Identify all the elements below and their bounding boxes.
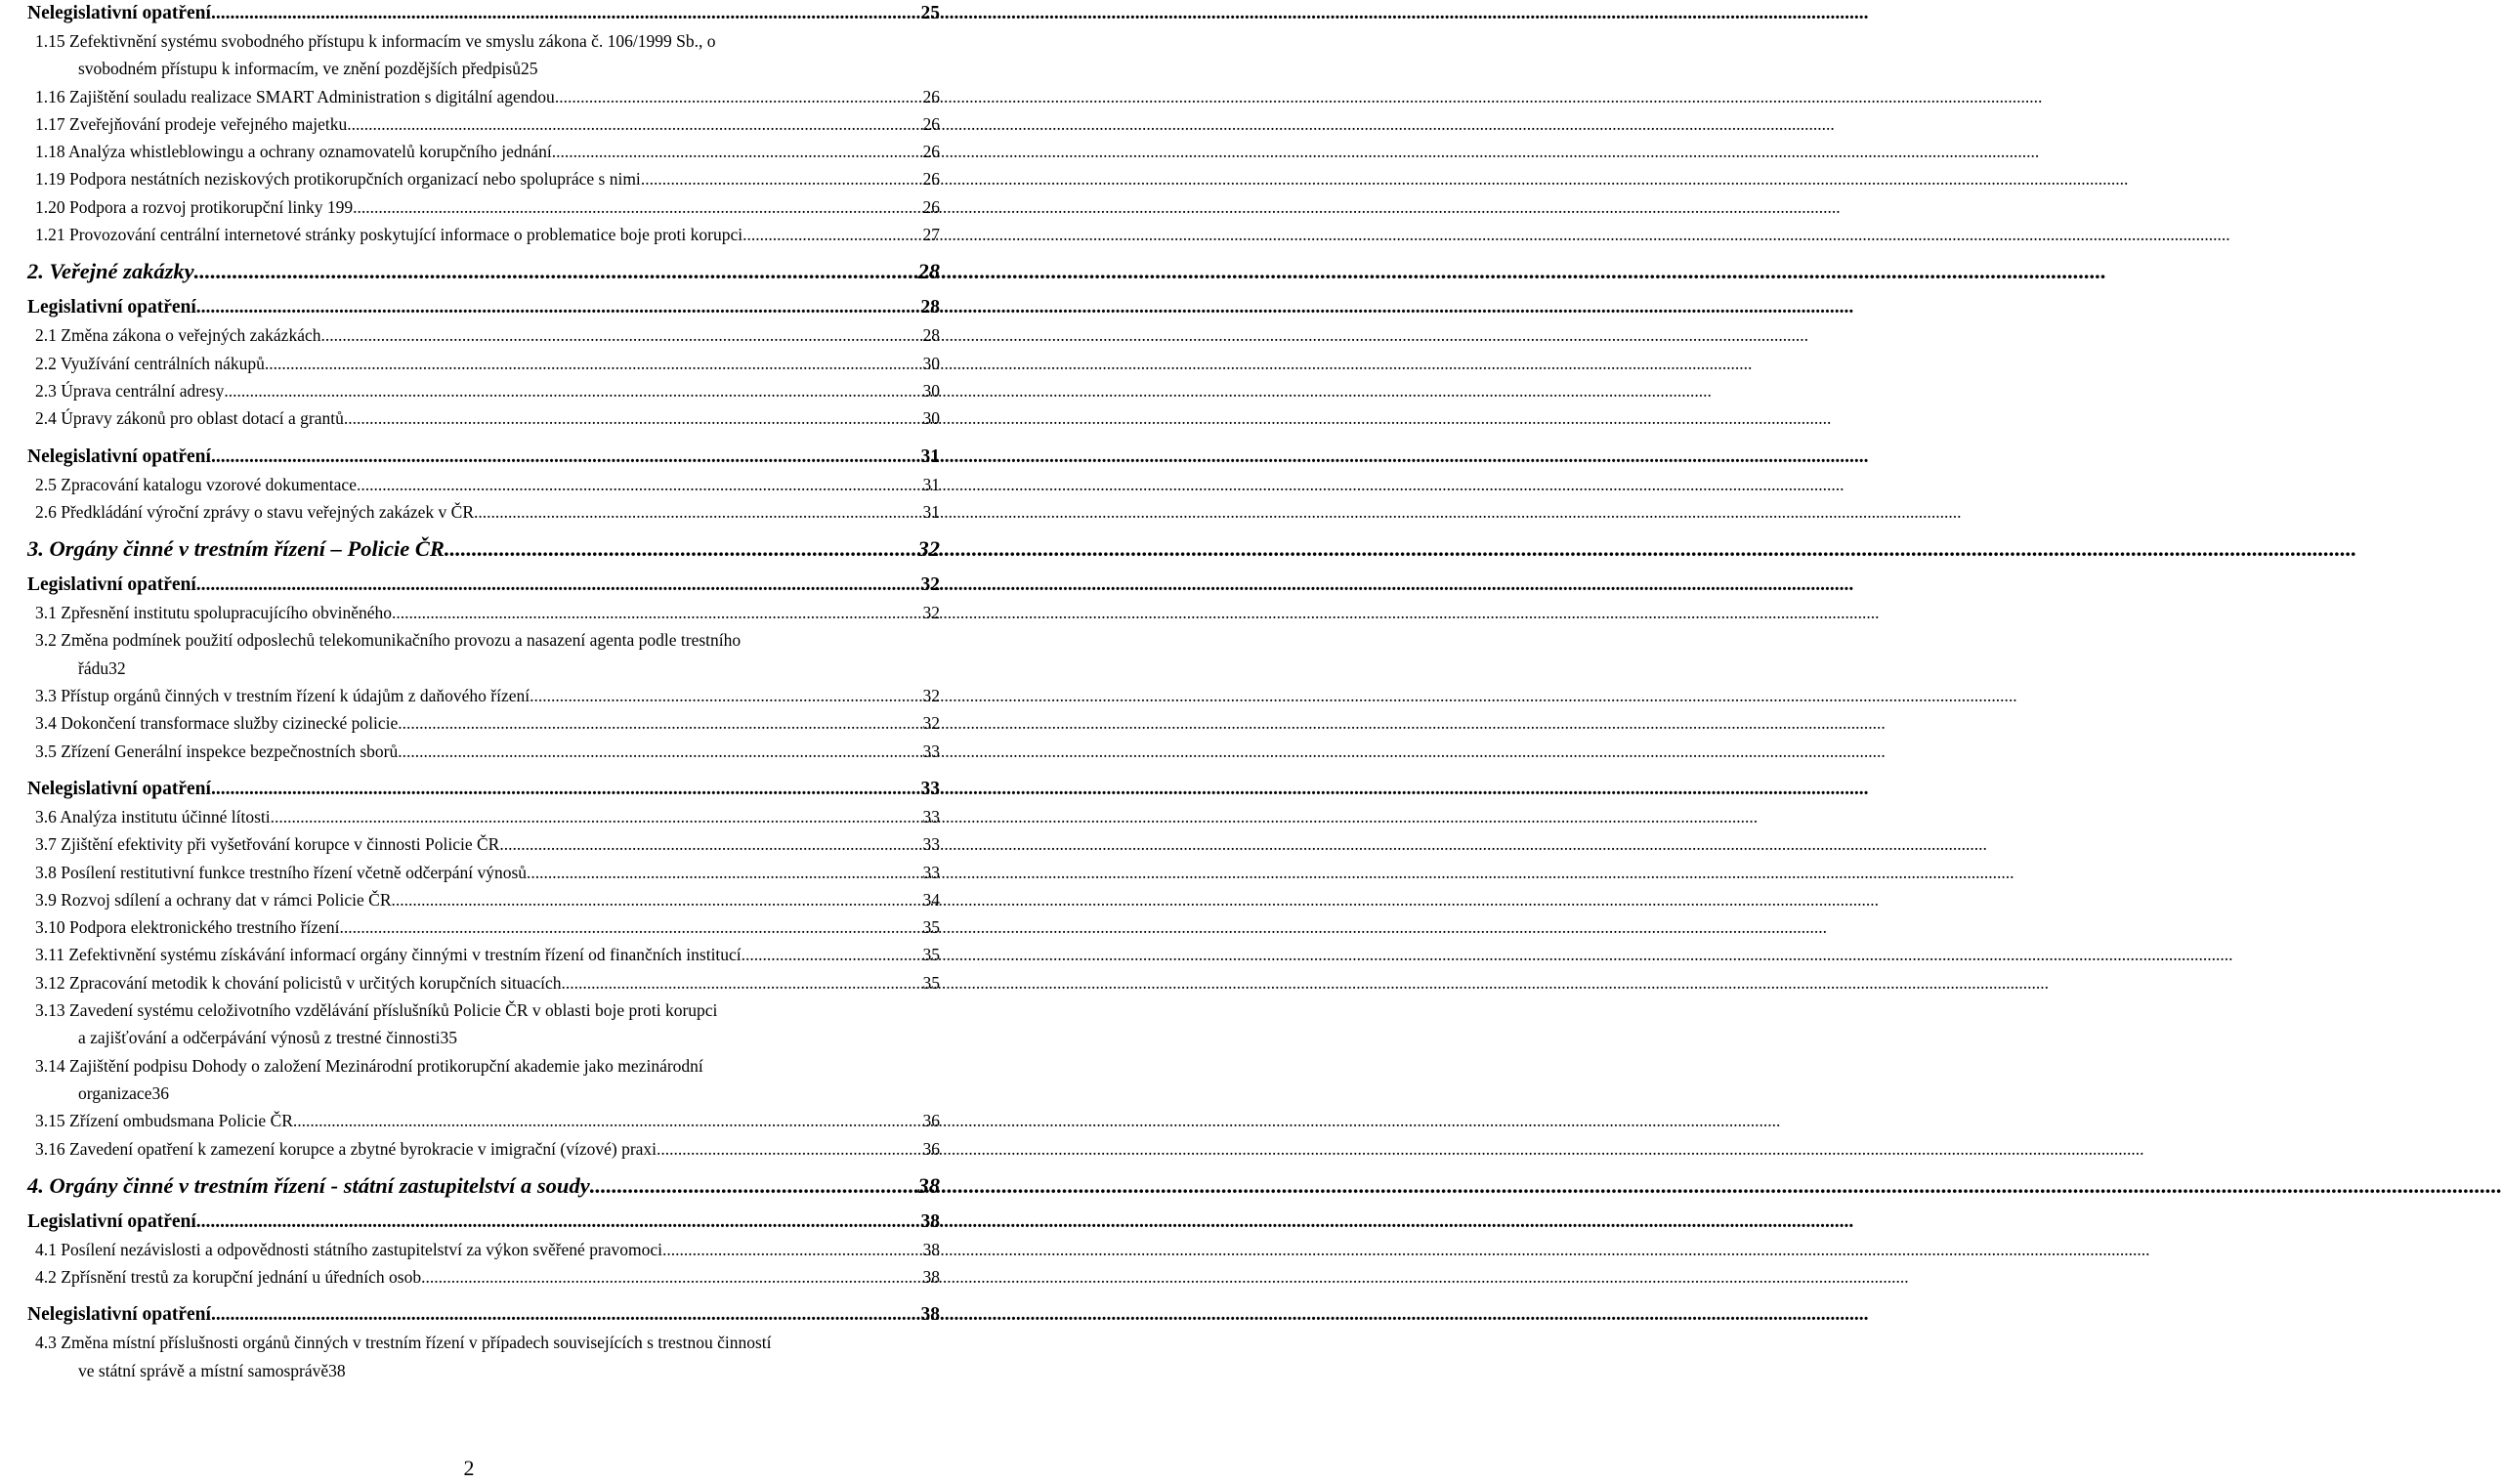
toc-entry-title: 1.21 Provozování centrální internetové stránky poskytující informace o problematice boje proti korupci xyxy=(35,225,743,245)
toc-entry-title: Legislativní opatření xyxy=(27,574,196,596)
toc-entry[interactable] xyxy=(27,682,940,709)
dot-leader xyxy=(657,1135,918,1163)
toc-entry[interactable] xyxy=(27,110,940,138)
dot-leader xyxy=(398,738,918,765)
toc-page-number: 38 xyxy=(922,1267,940,1288)
toc-page-number: 35 xyxy=(440,1028,457,1048)
toc-entry[interactable] xyxy=(27,859,940,886)
toc-entry-title-cont: organizace xyxy=(78,1082,152,1103)
toc-entry-title: 3.4 Dokončení transformace služby cizinecké policie xyxy=(35,713,399,734)
toc-page-number: 35 xyxy=(922,972,940,993)
dot-leader xyxy=(271,803,919,830)
toc-page-number: 32 xyxy=(922,686,940,706)
toc-page-number: 28 xyxy=(920,297,940,318)
toc-entry-title: 3.15 Zřízení ombudsmana Policie ČR xyxy=(35,1111,293,1131)
dot-leader xyxy=(527,859,918,886)
toc-page-number: 30 xyxy=(922,353,940,373)
toc-entry[interactable] xyxy=(27,1135,940,1163)
toc-entry-title: 2.2 Využívání centrálních nákupů xyxy=(35,353,265,373)
dot-leader xyxy=(552,138,919,165)
toc-page-number: 26 xyxy=(922,169,940,190)
toc-page-number: 38 xyxy=(922,1239,940,1259)
toc-entry[interactable] xyxy=(27,803,940,830)
dot-leader xyxy=(474,498,918,526)
toc-page-number: 35 xyxy=(922,945,940,965)
toc-section[interactable] xyxy=(27,776,940,803)
spacer xyxy=(27,433,940,444)
toc-entry[interactable] xyxy=(27,1263,940,1291)
toc-page-number: 38 xyxy=(920,1210,940,1232)
toc-page-number: 32 xyxy=(108,657,126,678)
toc-entry[interactable] xyxy=(27,471,940,498)
dot-leader xyxy=(211,0,917,27)
toc-section[interactable] xyxy=(27,572,940,599)
dot-leader xyxy=(561,969,918,996)
dot-leader xyxy=(211,776,917,803)
toc-page-number: 26 xyxy=(922,142,940,162)
dot-leader xyxy=(211,444,917,471)
toc-page-number: 33 xyxy=(922,741,940,761)
toc-entry-title: 3.16 Zavedení opatření k zamezení korupce a zbytné byrokracie v imigrační (vízové) praxi xyxy=(35,1138,657,1159)
dot-leader xyxy=(340,913,919,941)
toc-chapter[interactable] xyxy=(27,533,940,564)
toc-page-number: 30 xyxy=(922,380,940,401)
dot-leader xyxy=(357,471,919,498)
toc-page-number: 35 xyxy=(922,917,940,938)
dot-leader xyxy=(662,1236,918,1263)
toc-entry-title: 4.2 Zpřísnění trestů za korupční jednání u úředních osob xyxy=(35,1267,422,1288)
toc-entry[interactable] xyxy=(27,1236,940,1263)
dot-leader xyxy=(353,193,918,221)
toc-entry[interactable] xyxy=(27,165,940,192)
toc-entry[interactable] xyxy=(27,221,940,248)
spacer xyxy=(27,1201,940,1208)
toc-page-number: 31 xyxy=(920,445,940,467)
spacer xyxy=(27,564,940,572)
toc-entry[interactable] xyxy=(27,709,940,737)
toc-entry[interactable] xyxy=(27,1052,940,1108)
toc-entry-title-cont: řádu xyxy=(78,657,109,678)
toc-entry-title: 4.3 Změna místní příslušnosti orgánů činných v trestním řízení v případech souvisejících s trestnou činností xyxy=(35,1333,772,1353)
toc-entry-title: Legislativní opatření xyxy=(27,1210,196,1232)
toc-page-number: 33 xyxy=(922,834,940,855)
toc-entry-title-cont: a zajišťování a odčerpávání výnosů z trestné činnosti xyxy=(78,1028,441,1048)
toc-entry-title: 3. Orgány činné v trestním řízení – Policie ČR xyxy=(27,536,445,562)
toc-page-number: 33 xyxy=(922,806,940,827)
spacer xyxy=(27,1291,940,1301)
toc-entry[interactable] xyxy=(27,498,940,526)
toc-section[interactable] xyxy=(27,444,940,471)
toc-page-number: 26 xyxy=(922,196,940,217)
toc-entry[interactable] xyxy=(27,830,940,858)
dot-leader xyxy=(745,941,918,968)
toc-page-number: 31 xyxy=(922,501,940,522)
toc-entry-title: 3.2 Změna podmínek použití odposlechů telekomunikačního provozu a nasazení agenta podle trestního xyxy=(35,630,742,651)
toc-page-number: 25 xyxy=(920,3,940,23)
toc-page-number: 32 xyxy=(920,574,940,596)
toc-entry-title: 3.12 Zpracování metodik k chování policistů v určitých korupčních situacích xyxy=(35,972,562,993)
toc-page-number: 30 xyxy=(922,408,940,429)
toc-entry-title: 1.16 Zajištění souladu realizace SMART Administration s digitální agendou xyxy=(35,86,555,106)
toc-entry[interactable] xyxy=(27,83,940,110)
toc-page-number: 34 xyxy=(922,889,940,910)
dot-leader xyxy=(265,350,919,377)
toc-entry-title: 3.14 Zajištění podpisu Dohody o založení Mezinárodní protikorupční akademie jako mezinárodní xyxy=(35,1055,703,1076)
table-of-contents xyxy=(27,0,940,1384)
dot-leader xyxy=(555,83,919,110)
toc-page-number: 38 xyxy=(328,1360,346,1380)
toc-entry-title: 3.11 Zefektivnění systému získávání informací orgány činnými v trestním řízení od finančních institucí. xyxy=(35,945,746,965)
toc-page-number: 38 xyxy=(920,1304,940,1326)
toc-page-number: 33 xyxy=(920,778,940,799)
toc-page-number: 33 xyxy=(922,862,940,882)
toc-entry-title: Nelegislativní opatření xyxy=(27,445,211,467)
toc-entry-continuation xyxy=(35,1080,940,1107)
toc-entry-continuation xyxy=(35,1357,940,1384)
toc-section[interactable] xyxy=(27,294,940,321)
dot-leader xyxy=(445,533,914,564)
dot-leader xyxy=(196,572,917,599)
toc-entry-title: 3.3 Přístup orgánů činných v trestním řízení k údajům z daňového řízení xyxy=(35,686,530,706)
dot-leader xyxy=(392,599,918,626)
spacer xyxy=(27,526,940,533)
dot-leader xyxy=(224,377,918,404)
toc-entry[interactable] xyxy=(27,27,940,83)
toc-section[interactable] xyxy=(27,1301,940,1329)
spacer xyxy=(27,286,940,294)
dot-leader xyxy=(421,1263,918,1291)
toc-page-number: 26 xyxy=(922,113,940,134)
toc-entry-continuation xyxy=(35,655,940,682)
toc-entry-title: 1.20 Podpora a rozvoj protikorupční linky 199 xyxy=(35,196,354,217)
dot-leader xyxy=(320,321,918,349)
toc-page-number: 31 xyxy=(922,474,940,494)
toc-entry-title: 3.1 Zpřesnění institutu spolupracujícího obviněného xyxy=(35,603,393,623)
toc-page-number: 38 xyxy=(917,1172,940,1198)
toc-entry-title: Nelegislativní opatření xyxy=(27,3,211,23)
toc-entry-title: 3.7 Zjištění efektivity při vyšetřování korupce v činnosti Policie ČR xyxy=(35,834,500,855)
toc-entry-title: 3.5 Zřízení Generální inspekce bezpečnostních sborů xyxy=(35,741,399,761)
dot-leader xyxy=(590,1170,914,1201)
toc-page-number: 28 xyxy=(917,259,940,284)
dot-leader xyxy=(530,682,918,709)
toc-entry[interactable] xyxy=(27,1107,940,1134)
toc-page-number: 26 xyxy=(922,86,940,106)
toc-page-number: 36 xyxy=(922,1111,940,1131)
toc-entry-title: 3.13 Zavedení systému celoživotního vzdělávání příslušníků Policie ČR v oblasti boje proti korupci xyxy=(35,1000,718,1021)
dot-leader xyxy=(641,165,919,192)
toc-entry[interactable] xyxy=(27,626,940,682)
toc-page-number: 32 xyxy=(922,713,940,734)
toc-entry-title: Nelegislativní opatření xyxy=(27,1304,211,1326)
toc-entry[interactable] xyxy=(27,599,940,626)
toc-entry-title-cont: svobodném přístupu k informacím, ve znění pozdějších předpisů xyxy=(78,59,521,79)
dot-leader xyxy=(211,1301,917,1329)
toc-entry-title: 3.6 Analýza institutu účinné lítosti xyxy=(35,806,271,827)
toc-page-number: 32 xyxy=(917,536,940,562)
toc-section[interactable] xyxy=(27,1208,940,1236)
toc-entry[interactable] xyxy=(27,404,940,432)
toc-page-number: 25 xyxy=(520,59,538,79)
toc-entry-title: 2. Veřejné zakázky xyxy=(27,259,194,284)
toc-page-number: 36 xyxy=(922,1138,940,1159)
toc-entry-title-cont: ve státní správě a místní samosprávě xyxy=(78,1360,329,1380)
toc-page-number: 36 xyxy=(151,1082,169,1103)
toc-entry-title: 3.9 Rozvoj sdílení a ochrany dat v rámci Policie ČR xyxy=(35,889,392,910)
toc-entry[interactable] xyxy=(27,138,940,165)
dot-leader xyxy=(344,404,919,432)
dot-leader xyxy=(499,830,918,858)
toc-entry-continuation xyxy=(35,1024,940,1051)
toc-entry[interactable] xyxy=(27,886,940,913)
dot-leader xyxy=(392,886,919,913)
dot-leader xyxy=(293,1107,919,1134)
toc-entry[interactable] xyxy=(27,321,940,349)
toc-page-number: 32 xyxy=(922,603,940,623)
page-number: 2 xyxy=(463,1456,475,1480)
toc-section[interactable] xyxy=(27,0,940,27)
toc-entry-title: 1.18 Analýza whistleblowingu a ochrany oznamovatelů korupčního jednání xyxy=(35,142,552,162)
toc-entry-title: 3.10 Podpora elektronického trestního řízení xyxy=(35,917,340,938)
toc-entry-title: 4. Orgány činné v trestním řízení - státní zastupitelství a soudy xyxy=(27,1172,590,1198)
dot-leader xyxy=(196,1208,917,1236)
toc-entry-title: 2.5 Zpracování katalogu vzorové dokumentace xyxy=(35,474,357,494)
dot-leader xyxy=(196,294,917,321)
toc-page-number: 28 xyxy=(922,325,940,346)
toc-entry-title: Nelegislativní opatření xyxy=(27,778,211,799)
dot-leader xyxy=(347,110,918,138)
toc-entry-title: Legislativní opatření xyxy=(27,297,196,318)
toc-chapter[interactable] xyxy=(27,256,940,286)
toc-entry[interactable] xyxy=(27,1329,940,1384)
toc-entry[interactable] xyxy=(27,377,940,404)
toc-entry[interactable] xyxy=(27,996,940,1052)
toc-page-number: 27 xyxy=(922,225,940,245)
toc-chapter[interactable] xyxy=(27,1170,940,1201)
toc-entry-title: 4.1 Posílení nezávislosti a odpovědnosti státního zastupitelství za výkon svěřené pravomoci xyxy=(35,1239,663,1259)
toc-entry-continuation xyxy=(35,55,940,82)
toc-entry-title: 2.4 Úpravy zákonů pro oblast dotací a grantů xyxy=(35,408,344,429)
toc-entry[interactable] xyxy=(27,350,940,377)
spacer xyxy=(27,248,940,256)
toc-entry-title: 1.19 Podpora nestátních neziskových protikorupčních organizací nebo spolupráce s nimi xyxy=(35,169,641,190)
toc-entry[interactable] xyxy=(27,969,940,996)
spacer xyxy=(27,765,940,776)
toc-entry-title: 3.8 Posílení restitutivní funkce trestního řízení včetně odčerpání výnosů xyxy=(35,862,528,882)
toc-entry-title: 1.15 Zefektivnění systému svobodného přístupu k informacím ve smyslu zákona č. 106/1999 Sb., o xyxy=(35,31,716,51)
spacer xyxy=(27,1163,940,1170)
toc-entry-title: 2.6 Předkládání výroční zprávy o stavu veřejných zakázek v ČR xyxy=(35,501,475,522)
toc-entry-title: 2.1 Změna zákona o veřejných zakázkách xyxy=(35,325,321,346)
toc-entry[interactable] xyxy=(27,738,940,765)
toc-entry-title: 1.17 Zveřejňování prodeje veřejného majetku xyxy=(35,113,348,134)
toc-entry[interactable] xyxy=(27,941,940,968)
toc-entry[interactable] xyxy=(27,913,940,941)
toc-entry-title: 2.3 Úprava centrální adresy xyxy=(35,380,225,401)
dot-leader xyxy=(742,221,918,248)
toc-entry[interactable] xyxy=(27,193,940,221)
dot-leader xyxy=(398,709,918,737)
dot-leader xyxy=(194,256,914,286)
